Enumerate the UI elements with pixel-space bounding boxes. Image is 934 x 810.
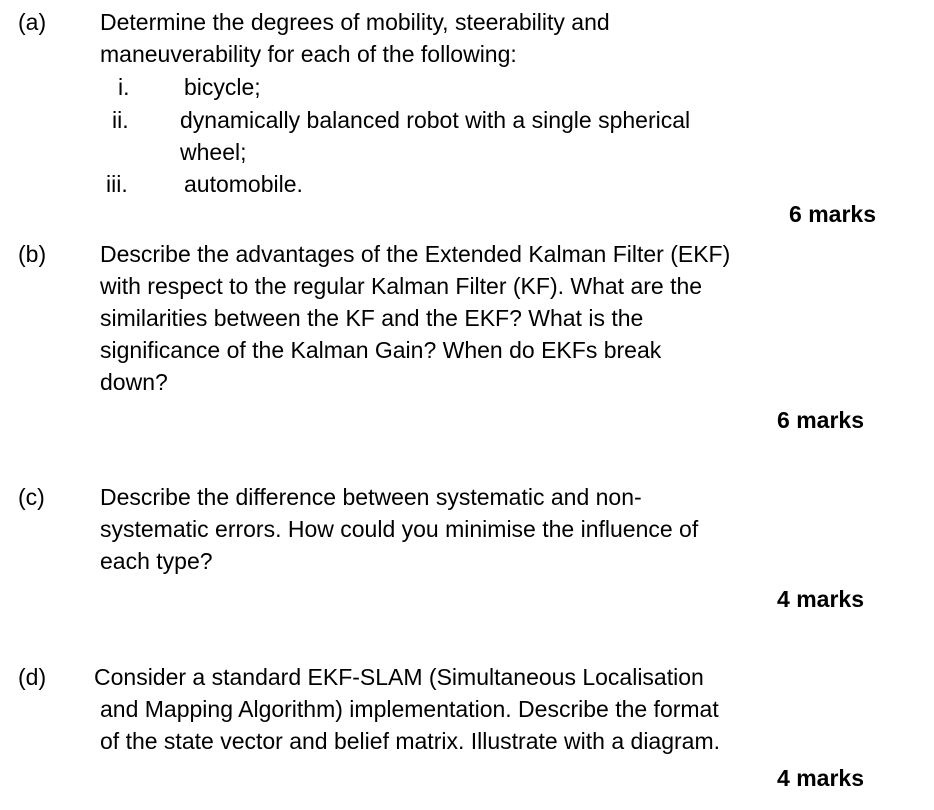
question-d-line-2: and Mapping Algorithm) implementation. Describe the format [100, 696, 719, 722]
question-a-label: (a) [18, 9, 47, 35]
question-a-line-1: Determine the degrees of mobility, steerability and [100, 9, 610, 35]
item-ii-number: ii. [112, 107, 129, 133]
item-iii-number: iii. [106, 171, 128, 197]
question-c-marks: 4 marks [777, 586, 864, 612]
question-d-line-1: Consider a standard EKF-SLAM (Simultaneous Localisation [94, 664, 704, 690]
item-iii-text: automobile. [184, 171, 303, 197]
question-b-label: (b) [18, 241, 47, 267]
question-b-line-1: Describe the advantages of the Extended Kalman Filter (EKF) [100, 241, 731, 267]
question-d-line-3: of the state vector and belief matrix. Illustrate with a diagram. [100, 728, 721, 754]
item-i-number: i. [118, 74, 130, 100]
question-c-line-3: each type? [100, 548, 213, 574]
question-b-line-5: down? [100, 369, 168, 395]
question-a-marks: 6 marks [789, 201, 876, 227]
question-d-label: (d) [18, 664, 47, 690]
item-i-text: bicycle; [184, 74, 261, 100]
question-a-line-2: maneuverability for each of the following: [100, 41, 517, 67]
question-c-label: (c) [18, 484, 45, 510]
question-b-marks: 6 marks [777, 407, 864, 433]
question-c-line-1: Describe the difference between systematic and non- [100, 484, 642, 510]
item-ii-text-line-2: wheel; [180, 139, 247, 165]
question-c-line-2: systematic errors. How could you minimise the influence of [100, 516, 699, 542]
question-b-line-3: similarities between the KF and the EKF? What is the [100, 305, 644, 331]
item-ii-text-line-1: dynamically balanced robot with a single spherical [180, 107, 691, 133]
question-b-line-2: with respect to the regular Kalman Filter (KF). What are the [100, 273, 703, 299]
question-b-line-4: significance of the Kalman Gain? When do EKFs break [100, 337, 662, 363]
question-d-marks: 4 marks [777, 765, 864, 791]
